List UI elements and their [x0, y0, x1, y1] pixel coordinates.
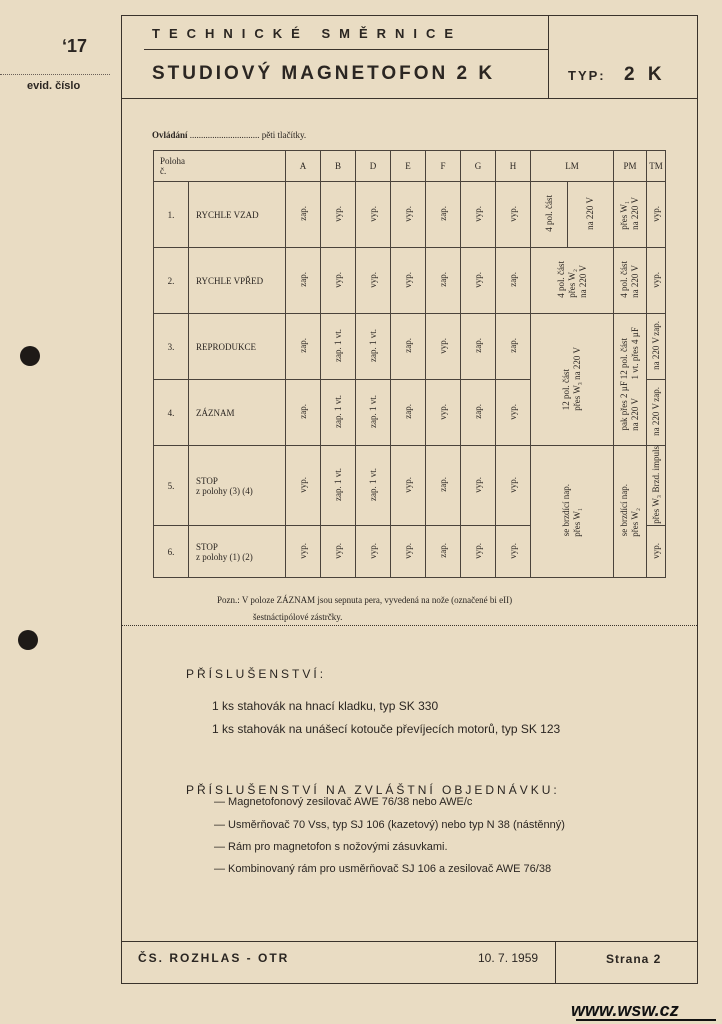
switch-state: vyp.: [367, 205, 378, 222]
switch-state: vyp.: [472, 542, 483, 559]
switch-state: zap. 1 vt.: [367, 329, 378, 362]
tm-text: vyp.: [650, 542, 661, 559]
switch-state: vyp.: [332, 205, 343, 222]
switch-state: vyp.: [507, 542, 518, 559]
row-name: [189, 526, 286, 578]
switch-cell: [391, 314, 426, 380]
switch-cell: [391, 526, 426, 578]
lm-cell: [531, 314, 614, 446]
pm-text: na 220 V: [630, 397, 640, 431]
switch-cell: [426, 446, 461, 526]
switch-cell: [286, 314, 321, 380]
note-line-2: šestnáctipólové zástrčky.: [253, 612, 343, 622]
switch-state: vyp.: [472, 476, 483, 493]
switch-state: zap. 1 vt.: [332, 395, 343, 428]
row-name: [189, 314, 286, 380]
tm-text: přes W₃: [650, 494, 661, 524]
lm-text: 12 pol. část: [561, 369, 571, 411]
table-header-row: [154, 151, 666, 182]
switch-state: zap.: [437, 206, 448, 221]
col-d: D: [356, 151, 391, 182]
switch-state: zap.: [402, 338, 413, 353]
switch-cell: [286, 182, 321, 248]
lm-text: přes W₂: [566, 269, 577, 298]
col-lm: LM: [531, 151, 614, 182]
lm-cell: [531, 248, 614, 314]
tm-cell: [647, 380, 666, 446]
controls-value: pěti tlačítky.: [261, 130, 307, 140]
switch-cell: [356, 446, 391, 526]
pm-cell: [614, 314, 647, 446]
tm-cell: [647, 314, 666, 380]
pm-text: se brzdící nap.: [619, 484, 629, 537]
pm-text: na 220 V: [630, 197, 640, 230]
row-name-sub: z polohy (3) (4): [196, 485, 253, 496]
tm-cell: [647, 182, 666, 248]
switch-state: vyp.: [367, 271, 378, 288]
switch-state: vyp.: [402, 542, 413, 559]
evid-label: evid. číslo: [27, 80, 81, 92]
special-order-heading: PŘÍSLUŠENSTVÍ NA ZVLÁŠTNÍ OBJEDNÁVKU:: [186, 783, 560, 797]
switch-cell: [461, 248, 496, 314]
switch-state: vyp.: [437, 337, 448, 354]
watermark-underline: [576, 1019, 716, 1021]
switch-cell: [461, 380, 496, 446]
switch-cell: [391, 248, 426, 314]
switch-state: vyp.: [507, 205, 518, 222]
row-name-text: REPRODUKCE: [196, 341, 257, 352]
switch-cell: [496, 182, 531, 248]
switch-cell: [461, 446, 496, 526]
row-name-sub: z polohy (1) (2): [196, 551, 253, 562]
tm-text: Brzd. impuls: [650, 446, 661, 493]
type-value: 2 K: [624, 64, 666, 85]
switch-cell: [461, 182, 496, 248]
switch-cell: [321, 182, 356, 248]
lm-text: na 220 V: [577, 265, 588, 298]
switch-cell: [356, 526, 391, 578]
accessory-item: 1 ks stahovák na unášecí kotouče převíjecích motorů, typ SK 123: [212, 722, 561, 736]
switch-state: vyp.: [297, 542, 308, 559]
document-frame: [121, 15, 698, 984]
switch-state: zap.: [437, 543, 448, 559]
punch-hole-top: [20, 346, 40, 366]
table-row: [154, 446, 666, 526]
order-item: — Usměrňovač 70 Vss, typ SJ 106 (kazetový) nebo typ N 38 (nástěnný): [214, 819, 565, 831]
footer-organization: ČS. ROZHLAS - OTR: [138, 951, 290, 965]
switch-state: vyp.: [402, 205, 413, 222]
table-row: [154, 182, 666, 248]
row-number: 1.: [154, 182, 189, 248]
switch-cell: [356, 182, 391, 248]
col-e: E: [391, 151, 426, 182]
header-top-text: TECHNICKÉ SMĚRNICE: [152, 26, 463, 41]
row-name-text: RYCHLE VPŘED: [196, 275, 264, 286]
controls-dots: ...............................: [189, 130, 260, 140]
accessories-heading: PŘÍSLUŠENSTVÍ:: [186, 667, 327, 681]
switch-state: vyp.: [472, 271, 483, 288]
type-label: TYP:: [568, 68, 606, 83]
col-a: A: [286, 151, 321, 182]
switch-cell: [286, 380, 321, 446]
switch-cell: [356, 314, 391, 380]
switch-cell: [321, 526, 356, 578]
lm-text: se brzdící nap.: [561, 484, 571, 537]
row-name: [189, 446, 286, 526]
switch-cell: [391, 182, 426, 248]
switch-cell: [426, 526, 461, 578]
switch-state: zap.: [297, 272, 308, 287]
switch-cell: [391, 446, 426, 526]
controls-line: [152, 130, 306, 140]
switch-state: zap. 1 vt.: [332, 468, 343, 502]
pm-text: 12 pol. část: [619, 337, 629, 379]
switch-state: zap.: [507, 272, 518, 287]
tm-cell: [647, 446, 666, 526]
switch-cell: [496, 446, 531, 526]
switch-state: zap.: [297, 338, 308, 353]
switch-state: vyp.: [472, 205, 483, 222]
header-vdivider: [548, 16, 549, 98]
switch-state: zap.: [507, 338, 518, 353]
row-number: 3.: [154, 314, 189, 380]
switch-cell: [496, 248, 531, 314]
switch-state: zap. 1 vt.: [367, 468, 378, 502]
footer-date: 10. 7. 1959: [478, 951, 539, 965]
switch-state: vyp.: [402, 476, 413, 493]
lm-text: 4 pol. část: [543, 195, 554, 232]
header-rule: [144, 49, 548, 50]
tm-text: zap.: [650, 320, 661, 336]
col-g: G: [461, 151, 496, 182]
switch-state: zap.: [297, 206, 308, 221]
row-number: 6.: [154, 526, 189, 578]
switch-cell: [286, 526, 321, 578]
switch-table: [153, 150, 666, 578]
row-name: [189, 380, 286, 446]
switch-state: vyp.: [332, 542, 343, 559]
tm-text: na 220 V: [650, 403, 661, 437]
accessory-item: 1 ks stahovák na hnací kladku, typ SK 330: [212, 699, 439, 713]
note-line-1: Pozn.: V poloze ZÁZNAM jsou sepnuta pera, vyvedená na nože (označené bi eII): [217, 595, 513, 605]
row-number: 5.: [154, 446, 189, 526]
order-item: — Kombinovaný rám pro usměrňovač SJ 106 a zesilovač AWE 76/38: [214, 863, 552, 875]
switch-cell: [356, 248, 391, 314]
tm-text: vyp.: [650, 271, 661, 288]
order-item: — Rám pro magnetofon s nožovými zásuvkami.: [214, 841, 448, 853]
switch-state: zap.: [472, 338, 483, 353]
document-number: ʻ17: [62, 36, 88, 56]
order-item: — Magnetofonový zesilovač AWE 76/38 nebo AWE/c: [214, 796, 473, 808]
lm-cell: [531, 446, 614, 578]
pm-cell: [614, 446, 647, 578]
lm-cell: [531, 182, 568, 248]
col-h: H: [496, 151, 531, 182]
row-name-text: STOP: [196, 475, 218, 486]
switch-cell: [426, 380, 461, 446]
switch-state: vyp.: [507, 476, 518, 493]
pm-text: přes W₂: [630, 508, 640, 537]
pm-text: pak přes 2 µF: [619, 381, 629, 431]
switch-state: vyp.: [367, 542, 378, 559]
switch-state: vyp.: [332, 271, 343, 288]
tm-text: na 220 V: [650, 337, 661, 371]
switch-cell: [321, 248, 356, 314]
switch-cell: [426, 248, 461, 314]
row-number: 2.: [154, 248, 189, 314]
table-note: [217, 592, 512, 626]
switch-cell: [391, 380, 426, 446]
col-f: F: [426, 151, 461, 182]
switch-state: vyp.: [507, 403, 518, 420]
switch-cell: [496, 380, 531, 446]
switch-cell: [496, 314, 531, 380]
switch-cell: [461, 314, 496, 380]
row-number: 4.: [154, 380, 189, 446]
col-position: Poloha č.: [154, 151, 286, 182]
controls-label: Ovládání: [152, 130, 188, 140]
col-b: B: [321, 151, 356, 182]
pm-cell: [614, 182, 647, 248]
switch-state: vyp.: [402, 271, 413, 288]
table-row: [154, 248, 666, 314]
table-row: [154, 314, 666, 380]
switch-state: zap.: [472, 404, 483, 419]
switch-cell: [356, 380, 391, 446]
pm-text: 1 vt. přes 4 µF: [630, 326, 640, 379]
col-pm: PM: [614, 151, 647, 182]
switch-cell: [286, 248, 321, 314]
switch-cell: [426, 314, 461, 380]
switch-cell: [321, 446, 356, 526]
lm-text: přes W₃ na 220 V: [572, 346, 582, 411]
switch-state: zap.: [402, 404, 413, 419]
col-tm: TM: [647, 151, 666, 182]
tm-text: zap.: [650, 386, 661, 402]
lm-text: na 220 V: [585, 197, 595, 230]
pm-text: přes W₁: [619, 201, 629, 230]
lm-text: 4 pol. část: [555, 261, 566, 298]
tm-text: vyp.: [650, 205, 661, 222]
footer-page: Strana 2: [606, 952, 662, 966]
header-divider: [122, 98, 697, 99]
pm-text: 4 pol. část: [619, 261, 629, 298]
punch-hole-bottom: [18, 630, 38, 650]
divider: [0, 74, 110, 75]
footer-divider: [122, 941, 697, 942]
footer-vdivider: [555, 941, 556, 983]
row-name: [189, 248, 286, 314]
tm-cell: [647, 248, 666, 314]
row-name-text: ZÁZNAM: [196, 407, 235, 418]
switch-state: zap. 1 vt.: [367, 395, 378, 428]
switch-state: vyp.: [297, 476, 308, 493]
row-name: [189, 182, 286, 248]
watermark-link[interactable]: www.wsw.cz: [571, 1000, 679, 1020]
lm-text: přes W₁: [572, 508, 582, 537]
switch-cell: [321, 380, 356, 446]
dotted-separator: [122, 625, 697, 626]
pm-text: na 220 V: [630, 265, 640, 298]
switch-state: zap. 1 vt.: [332, 329, 343, 362]
tm-cell: [647, 526, 666, 578]
page-title: STUDIOVÝ MAGNETOFON 2 K: [152, 63, 496, 84]
row-name-text: RYCHLE VZAD: [196, 209, 259, 220]
lm-cell: [568, 182, 614, 248]
switch-state: vyp.: [437, 403, 448, 420]
pm-cell: [614, 248, 647, 314]
switch-state: zap.: [297, 404, 308, 419]
row-name-text: STOP: [196, 541, 218, 552]
switch-cell: [496, 526, 531, 578]
switch-state: zap.: [437, 477, 448, 492]
switch-cell: [426, 182, 461, 248]
switch-cell: [321, 314, 356, 380]
switch-cell: [461, 526, 496, 578]
switch-state: zap.: [437, 272, 448, 287]
switch-cell: [286, 446, 321, 526]
